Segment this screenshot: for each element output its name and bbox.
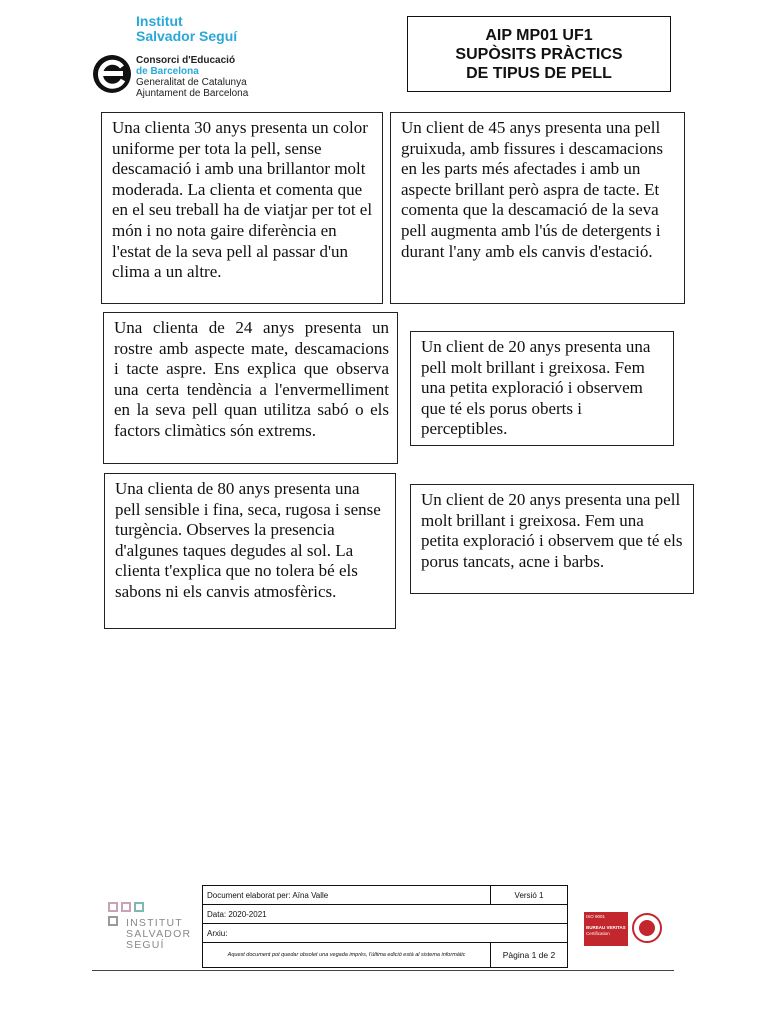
page-number: Pàgina 1 de 2	[491, 943, 568, 968]
case-box-5: Una clienta de 80 anys presenta una pell sensible i fina, seca, rugosa i sense turgència. Observes la presencia d'algunes taques degudes al sol. La clienta t'explica que no tolera bé els sabons ni els canvis atmosfèrics.	[104, 473, 396, 629]
obsolete-notice: Aquest document pot quedar obsolet una vegada imprès, l'última edició està al sistema informàtic	[203, 943, 491, 968]
bureau-veritas-certification	[584, 912, 666, 946]
document-title	[407, 16, 671, 92]
certification-badge	[584, 912, 628, 946]
case-box-3: Una clienta de 24 anys presenta un rostre amb aspecte mate, descamacions i tacte aspre. Ens explica que observa una certa tendència a l'envermelliment en la seva pell quan utilitza sabó o els factors climàtics són extrems.	[103, 312, 398, 464]
consorci-line3: Generalitat de Catalunya	[136, 77, 247, 88]
case-box-1: Una clienta 30 anys presenta un color uniforme per tota la pell, sense descamació i amb una brillantor molt moderada. La clienta et comenta que en el seu treball ha de viatjar per tot el món i no nota gaire diferència en l'estat de la seva pell al passar d'un clima a un altre.	[101, 112, 383, 304]
consorci-e-icon	[92, 54, 132, 94]
seal-center-icon	[639, 920, 655, 936]
institut-name	[136, 14, 237, 44]
footer-logo-line2: SALVADOR	[126, 928, 192, 940]
logo-square-icon	[108, 916, 118, 926]
footer-logo-line3: SEGUÍ	[126, 939, 165, 951]
version-cell: Versió 1	[491, 886, 568, 905]
title-line2: SUPÒSITS PRÀCTICS	[455, 45, 623, 63]
cert-line2: BUREAU VERITAS	[586, 925, 626, 930]
title-line1: AIP MP01 UF1	[485, 26, 593, 44]
logo-square-icon	[134, 902, 144, 912]
consorci-line2: de Barcelona	[136, 66, 199, 77]
cert-line3: Certification	[586, 931, 610, 936]
document-control-table	[202, 885, 568, 968]
title-line3: DE TIPUS DE PELL	[466, 64, 612, 82]
cert-line1: ISO 9001	[586, 914, 606, 919]
date-cell: Data: 2020-2021	[203, 905, 568, 924]
author-cell: Document elaborat per: Aïna Valle	[203, 886, 491, 905]
institut-name-line2: Salvador Seguí	[136, 28, 238, 44]
case-box-6: Un client de 20 anys presenta una pell molt brillant i greixosa. Fem una petita exploració i observem que té els porus tancats, acne i barbs.	[410, 484, 694, 594]
case-box-4: Un client de 20 anys presenta una pell molt brillant i greixosa. Fem una petita exploració i observem que té els porus oberts i perceptibles.	[410, 331, 674, 446]
consorci-line4: Ajuntament de Barcelona	[136, 88, 249, 99]
case-box-2: Un client de 45 anys presenta una pell gruixuda, amb fissures i descamacions en les parts més afectades i amb un aspecte brillant però aspra de tacte. Et comenta que la descamació de la seva pell augmenta amb l'ús de detergents i durant l'any amb els canvis d'estació.	[390, 112, 685, 304]
footer-divider	[92, 970, 674, 971]
logo-square-icon	[121, 902, 131, 912]
footer-logo-line1: INSTITUT	[126, 917, 183, 929]
footer-institut-logo	[108, 902, 198, 962]
institut-logo	[92, 14, 282, 102]
logo-square-icon	[108, 902, 118, 912]
footer-logo-text	[126, 918, 191, 951]
file-cell: Arxiu:	[203, 924, 568, 943]
consorci-text	[136, 55, 248, 99]
institut-name-line1: Institut	[136, 13, 183, 29]
consorci-line1: Consorci d'Educació	[136, 55, 236, 66]
